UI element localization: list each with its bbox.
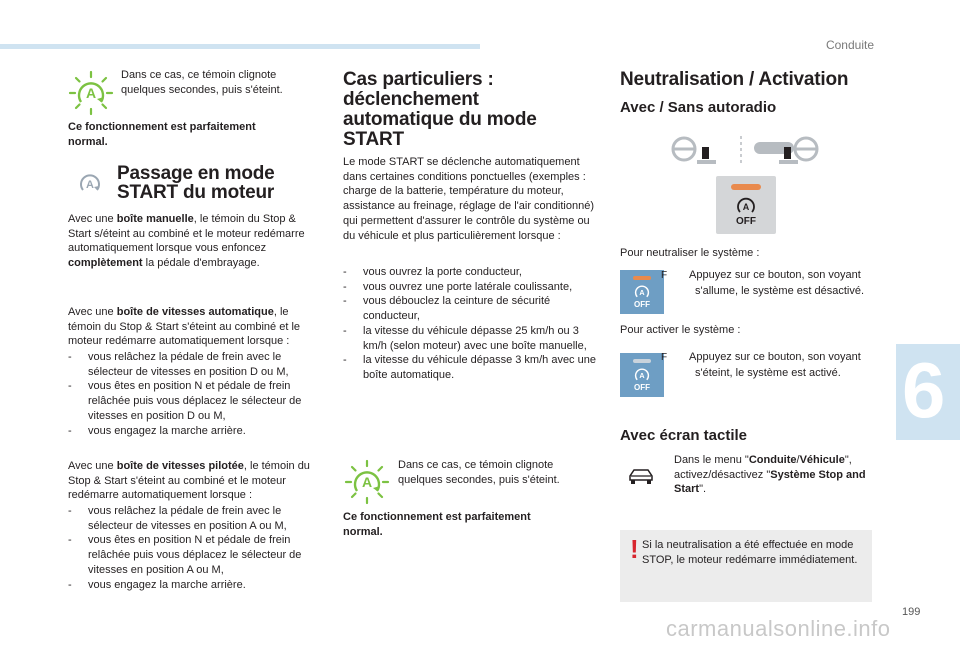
stop-start-icon bbox=[634, 367, 650, 383]
indicator-light bbox=[633, 276, 651, 280]
neutralize-step: F Appuyez sur ce bouton, son voyant s'allume, le système est désactivé. bbox=[661, 269, 865, 297]
off-label: OFF bbox=[634, 300, 650, 309]
svg-text:A: A bbox=[86, 179, 94, 191]
off-button-unlit bbox=[620, 353, 664, 397]
section-title-special-cases: Cas particuliers : déclenchement automatique du mode START bbox=[343, 69, 537, 150]
automatic-gearbox-paragraph: Avec une boîte de vitesses automatique, le témoin du Stop & Start s'éteint au combiné et le moteur redémarre automatiquement lorsque : bbox=[68, 306, 301, 348]
list-item: - vous ouvrez une porte latérale coulissante, bbox=[343, 280, 599, 295]
warning-icon: ! bbox=[630, 534, 639, 564]
neutralize-label: Pour neutraliser le système : bbox=[620, 247, 760, 259]
indicator-light bbox=[633, 359, 651, 363]
piloted-gearbox-paragraph: Avec une boîte de vitesses pilotée, le témoin du Stop & Start s'éteint au combiné et le moteur redémarre automatiquement lorsque : bbox=[68, 460, 310, 502]
special-cases-intro: Le mode START se déclenche automatiquement dans certaines conditions ponctuelles (exemples : charge de la batterie, température du moteur, assistance au freinage, réglage de l'air conditionné) qui permettent d'assurer le contrôle du système ou du véhicule et plus particulièrement lorsque : bbox=[343, 156, 594, 242]
chapter-title: Conduite bbox=[825, 38, 874, 52]
svg-text:A: A bbox=[742, 202, 750, 212]
activate-step: F Appuyez sur ce bouton, son voyant s'éteint, le système est activé. bbox=[661, 351, 861, 379]
warning-text: Si la neutralisation a été effectuée en mode STOP, le moteur redémarre immédiatement. bbox=[642, 539, 858, 566]
off-button-lit bbox=[620, 270, 664, 314]
lamp-description: Dans ce cas, ce témoin clignote quelques secondes, puis s'éteint. bbox=[398, 459, 560, 486]
stop-start-green-lamp-icon bbox=[68, 70, 114, 116]
list-item: - vous ouvrez la porte conducteur, bbox=[343, 265, 599, 280]
chapter-tab bbox=[896, 344, 960, 440]
normal-note: Ce fonctionnement est parfaitement normal. bbox=[68, 121, 256, 148]
stop-start-icon bbox=[736, 196, 756, 216]
touchscreen-instruction: Dans le menu "Conduite/Véhicule", activez/désactivez "Système Stop and Start". bbox=[674, 454, 866, 496]
chapter-number: 6 bbox=[902, 346, 946, 434]
off-label: OFF bbox=[736, 216, 756, 227]
off-label: OFF bbox=[634, 383, 650, 392]
stop-start-icon bbox=[634, 284, 650, 300]
svg-text:A: A bbox=[639, 288, 645, 298]
warning-box bbox=[620, 530, 872, 602]
car-icon bbox=[627, 466, 655, 488]
page-number: 199 bbox=[902, 606, 921, 618]
subtitle-touchscreen: Avec écran tactile bbox=[620, 427, 748, 444]
indicator-light bbox=[731, 184, 761, 190]
stop-start-grey-icon bbox=[78, 171, 102, 195]
list-item: - vous êtes en position N et pédale de frein relâchée puis vous déplacez le sélecteur de vitesses en position A ou M, bbox=[68, 533, 324, 577]
automatic-conditions-list bbox=[68, 350, 324, 438]
svg-text:A: A bbox=[639, 371, 645, 381]
list-item: - vous êtes en position N et pédale de frein relâchée puis vous déplacez le sélecteur de vitesses en position D ou M, bbox=[68, 379, 324, 423]
list-item: - vous relâchez la pédale de frein avec le sélecteur de vitesses en position A ou M, bbox=[68, 504, 324, 533]
header-bar bbox=[0, 44, 480, 49]
section-title-start: Passage en mode START du moteur bbox=[117, 163, 275, 203]
list-item: - vous engagez la marche arrière. bbox=[68, 578, 324, 593]
special-cases-list bbox=[343, 265, 599, 383]
section-title-neutralization: Neutralisation / Activation bbox=[620, 69, 849, 90]
list-item: - vous engagez la marche arrière. bbox=[68, 424, 324, 439]
svg-text:A: A bbox=[361, 474, 373, 490]
lamp-description: Dans ce cas, ce témoin clignote quelques secondes, puis s'éteint. bbox=[121, 69, 283, 96]
svg-text:A: A bbox=[85, 85, 97, 101]
activate-label: Pour activer le système : bbox=[620, 324, 741, 336]
list-item: - vous débouclez la ceinture de sécurité conducteur, bbox=[343, 294, 599, 323]
manual-gearbox-paragraph: Avec une boîte manuelle, le témoin du Stop & Start s/éteint au combiné et le moteur redémarre automatiquement lorsque vous enfoncez complètement la pédale d'embrayage. bbox=[68, 213, 305, 270]
watermark: carmanualsonline.info bbox=[666, 616, 891, 641]
subtitle-radio: Avec / Sans autoradio bbox=[620, 99, 777, 116]
steering-wheel-diagram bbox=[666, 134, 826, 168]
list-item: - la vitesse du véhicule dépasse 25 km/h ou 3 km/h (selon moteur) avec une boîte manuelle, bbox=[343, 324, 599, 353]
list-item: - vous relâchez la pédale de frein avec le sélecteur de vitesses en position D ou M, bbox=[68, 350, 324, 379]
piloted-conditions-list bbox=[68, 504, 324, 592]
stop-start-green-lamp-icon bbox=[344, 459, 390, 505]
list-item: - la vitesse du véhicule dépasse 3 km/h avec une boîte automatique. bbox=[343, 353, 599, 382]
normal-note: Ce fonctionnement est parfaitement normal. bbox=[343, 511, 531, 538]
off-button-large bbox=[716, 176, 776, 234]
